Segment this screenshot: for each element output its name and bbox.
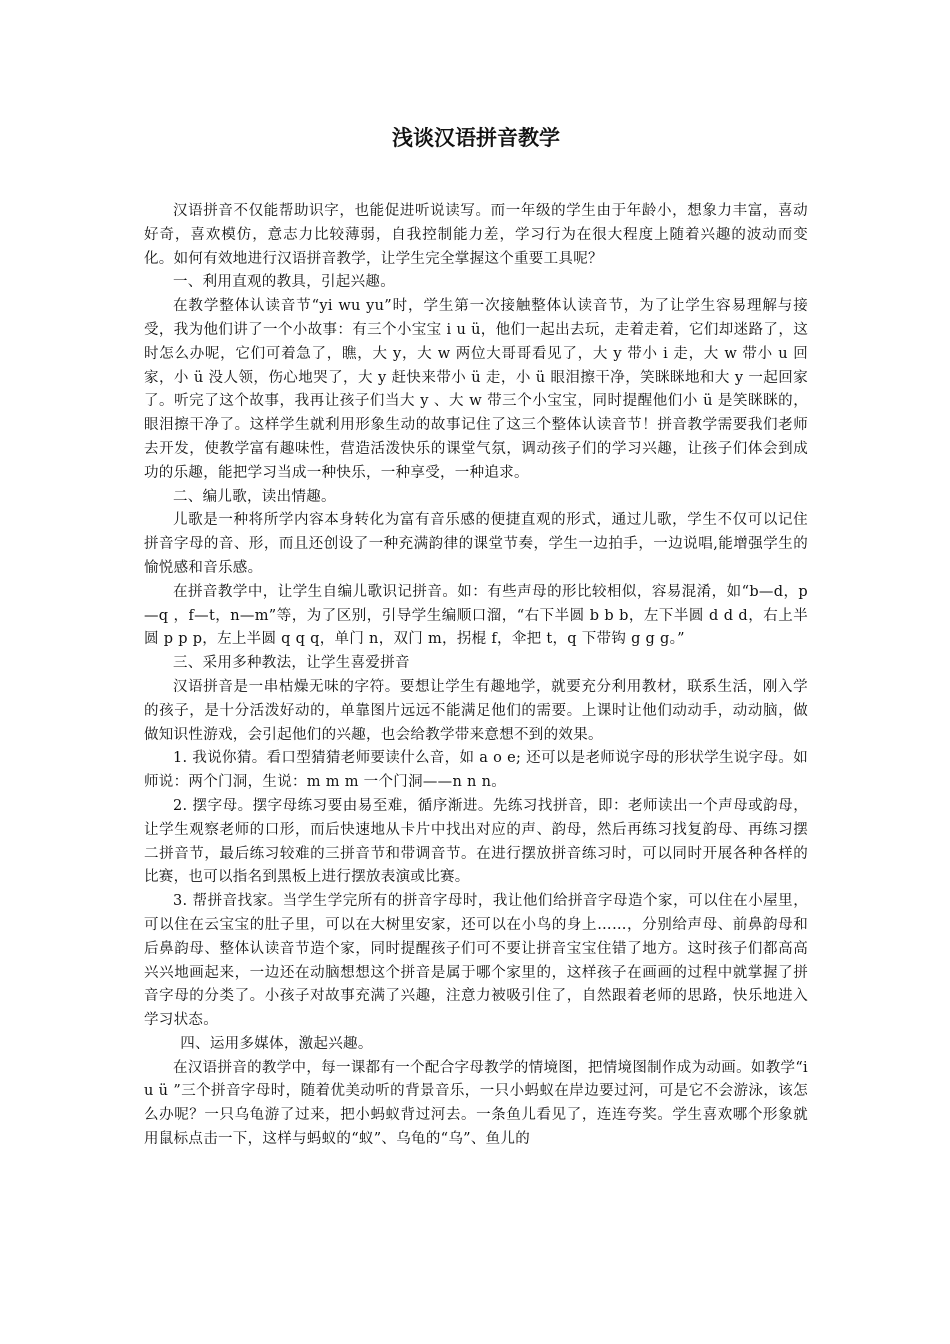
paragraph-intro: 汉语拼音不仅能帮助识字，也能促进听说读写。而一年级的学生由于年龄小，想象力丰富，喜动好奇，喜欢模仿，意志力比较薄弱，自我控制能力差，学习行为在很大程度上随着兴趣的波动而变化。如何有效地进行汉语拼音教学，让学生完全掌握这个重要工具呢？ bbox=[144, 203, 808, 267]
list-item: 3. 帮拼音找家。当学生学完所有的拼音字母时，我让他们给拼音字母造个家，可以住在小屋里，可以住在云宝宝的肚子里，可以在大树里安家，还可以在小鸟的身上……，分别给声母、前鼻韵母和后鼻韵母、整体认读音节造个家，同时提醒孩子们可不要让拼音宝宝住错了地方。这时孩子们都高高兴兴地画起来，一边还在动脑想想这个拼音是属于哪个家里的，这样孩子在画画的过程中就掌握了拼音字母的分类了。小孩子对故事充满了兴趣，注意力被吸引住了，自然跟着老师的思路，快乐地进入学习状态。 bbox=[144, 893, 808, 1029]
section-heading-2: 二、编儿歌，读出情趣。 bbox=[173, 488, 336, 505]
section-heading-1: 一、利用直观的教具，引起兴趣。 bbox=[173, 274, 395, 291]
section-heading-3: 三、采用多种教法，让学生喜爱拼音 bbox=[173, 655, 410, 672]
document-body bbox=[144, 200, 808, 1152]
section-heading-4: 四、运用多媒体，激起兴趣。 bbox=[180, 1035, 373, 1052]
paragraph: 在教学整体认读音节“yi wu yu”时，学生第一次接触整体认读音节，为了让学生容易理解与接受，我为他们讲了一个小故事：有三个小宝宝 i u ü，他们一起出去玩，走着走着，它们却迷路了，这时怎么办呢，它们可着急了，瞧，大 y，大 w 两位大哥哥看见了，大 y 带小 i 走，大 w 带小 u 回家，小 ü 没人领，伤心地哭了，大 y 赶快来带小 ü 走，小 ü 眼泪擦干净，笑眯眯地和大 y 一起回家了。听完了这个故事，我再让孩子们当大 y 、大 w 带三个小宝宝，同时提醒他们小 ü 是笑眯眯的，眼泪擦干净了。这样学生就利用形象生动的故事记住了这三个整体认读音节！拼音教学需要我们老师去开发，使教学富有趣味性，营造活泼快乐的课堂气氛，调动孩子们的学习兴趣，让孩子们体会到成功的乐趣，能把学习当成一种快乐，一种享受，一种追求。 bbox=[144, 298, 808, 481]
list-item: 1. 我说你猜。看口型猜猜老师要读什么音，如 a o e; 还可以是老师说字母的形状学生说字母。如师说：两个门洞，生说：m m m 一个门洞——n n n。 bbox=[144, 750, 808, 791]
document-title: 浅谈汉语拼音教学 bbox=[392, 126, 560, 150]
paragraph: 在汉语拼音的教学中，每一课都有一个配合字母教学的情境图，把情境图制作成为动画。如教学“i u ü ”三个拼音字母时，随着优美动听的背景音乐，一只小蚂蚁在岸边要过河，可是它不会游泳，该怎么办呢？一只乌龟游了过来，把小蚂蚁背过河去。一条鱼儿看见了，连连夸奖。学生喜欢哪个形象就用鼠标点击一下，这样与蚂蚁的“蚁”、乌龟的“乌”、鱼儿的 bbox=[144, 1059, 808, 1148]
paragraph: 在拼音教学中，让学生自编儿歌识记拼音。如：有些声母的形比较相似，容易混淆，如“b—d，p—q ，f—t，n—m”等，为了区别，引导学生编顺口溜，“右下半圆 b b b，左下半圆 d d d，右上半圆 p p p，左上半圆 q q q，单门 n，双门 m，拐棍 f，伞把 t，q 下带钩 g g g。” bbox=[144, 583, 808, 648]
paragraph: 儿歌是一种将所学内容本身转化为富有音乐感的便捷直观的形式，通过儿歌，学生不仅可以记住拼音字母的音、形，而且还创设了一种充满韵律的课堂节奏，学生一边拍手，一边说唱,能增强学生的愉悦感和音乐感。 bbox=[144, 512, 808, 576]
list-item: 2. 摆字母。摆字母练习要由易至难，循序渐进。先练习找拼音，即：老师读出一个声母或韵母，让学生观察老师的口形，而后快速地从卡片中找出对应的声、韵母，然后再练习找复韵母、再练习摆二拼音节，最后练习较难的三拼音节和带调音节。在进行摆放拼音练习时，可以同时开展各种各样的比赛，也可以指名到黑板上进行摆放表演或比赛。 bbox=[144, 797, 808, 886]
paragraph: 汉语拼音是一串枯燥无味的字符。要想让学生有趣地学，就要充分利用教材，联系生活，刚入学的孩子，是十分活泼好动的，单靠图片远远不能满足他们的需要。上课时让他们动动手，动动脑，做做知识性游戏，会引起他们的兴趣，也会给教学带来意想不到的效果。 bbox=[144, 678, 808, 743]
